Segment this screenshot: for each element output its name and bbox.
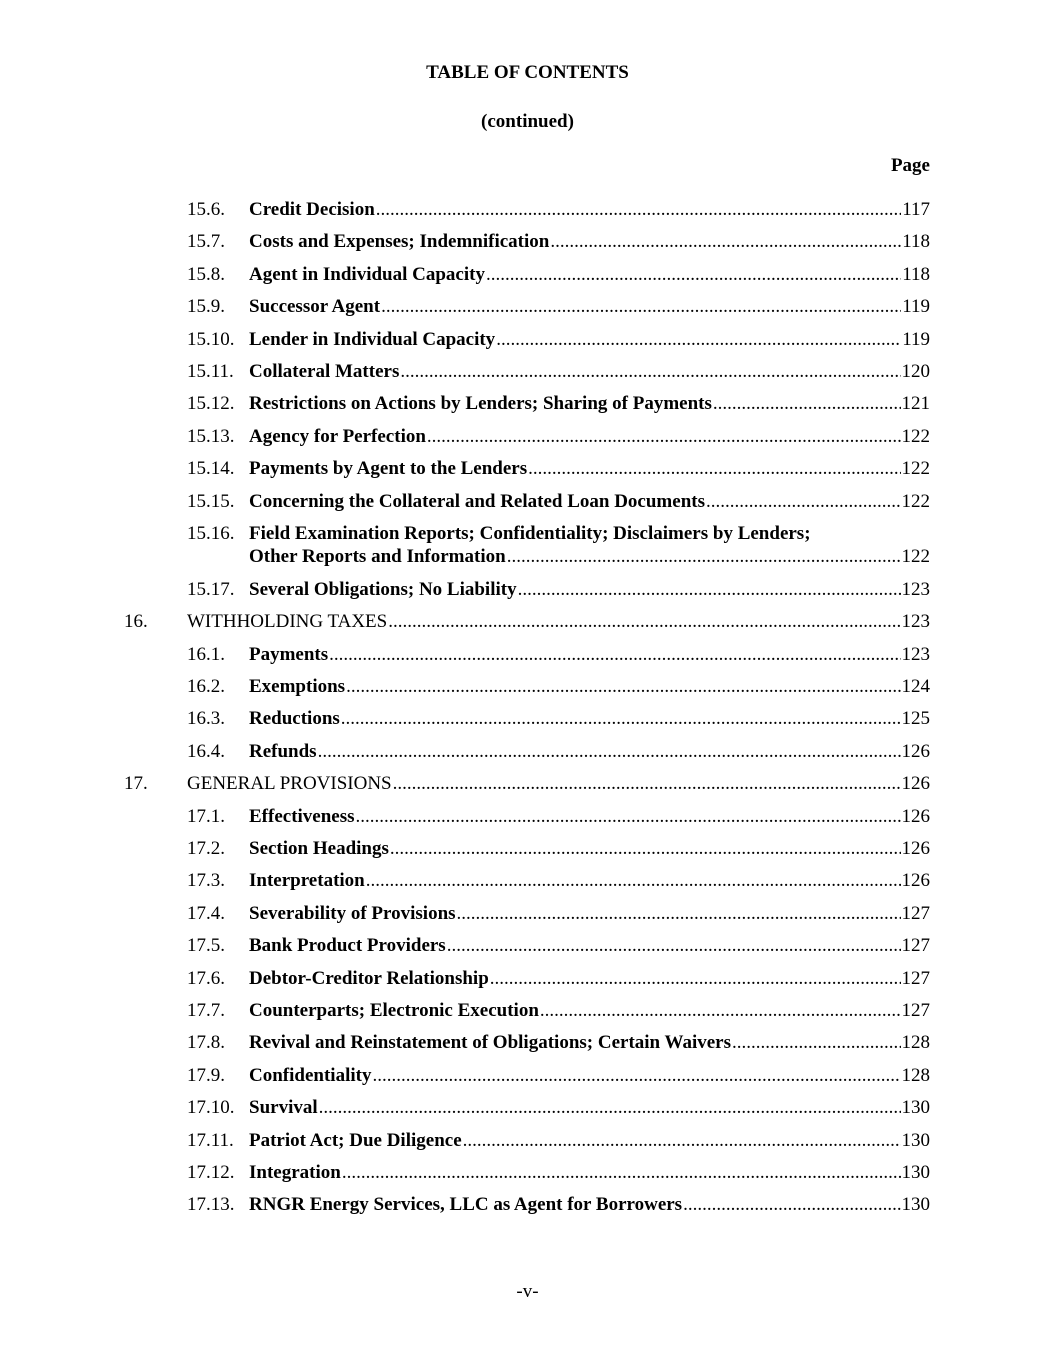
section-number: 17.2. — [187, 838, 225, 860]
section-title: Survival — [249, 1097, 318, 1119]
section-title: Refunds — [249, 740, 317, 762]
section-number: 15.11. — [187, 360, 234, 382]
leader-dots — [507, 545, 901, 569]
toc-entry-15-15[interactable] — [0, 490, 1055, 522]
leader-dots — [518, 578, 901, 602]
page-number: 123 — [901, 643, 930, 665]
article-number: 17. — [124, 773, 148, 795]
page-number: 122 — [901, 490, 930, 512]
section-number: 15.13. — [187, 425, 235, 447]
section-number: 17.8. — [187, 1032, 225, 1054]
section-title: Agent in Individual Capacity — [249, 263, 485, 285]
toc-entry-16-2[interactable] — [0, 675, 1055, 707]
section-title: Effectiveness — [249, 805, 355, 827]
section-title: Debtor-Creditor Relationship — [249, 967, 489, 989]
page-number: 130 — [901, 1194, 930, 1216]
section-title: Section Headings — [249, 838, 389, 860]
page-number: 128 — [901, 1032, 930, 1054]
toc-entry-16-1[interactable] — [0, 643, 1055, 675]
toc-entry-15-13[interactable] — [0, 425, 1055, 457]
page-number: 127 — [901, 999, 930, 1021]
page-number: 128 — [901, 1064, 930, 1086]
page-number: 118 — [902, 263, 930, 285]
toc-entry-15-9[interactable] — [0, 295, 1055, 327]
page-number: 118 — [902, 231, 930, 253]
section-title: Bank Product Providers — [249, 935, 446, 957]
toc-entry-15-6[interactable] — [0, 198, 1055, 230]
toc-entry-17-2[interactable] — [0, 837, 1055, 869]
toc-entry-15-17[interactable] — [0, 578, 1055, 610]
leader-dots — [490, 967, 901, 991]
leader-dots — [400, 360, 900, 384]
page-number: 122 — [901, 545, 930, 567]
section-number: 16.1. — [187, 643, 225, 665]
page-number: 130 — [901, 1161, 930, 1183]
page-number: 121 — [901, 393, 930, 415]
page-number: 122 — [901, 425, 930, 447]
section-title: Revival and Reinstatement of Obligations; Certain Waivers — [249, 1032, 732, 1054]
section-title: Collateral Matters — [249, 360, 400, 382]
section-number: 15.8. — [187, 263, 225, 285]
leader-dots — [342, 1161, 901, 1185]
leader-dots — [713, 392, 901, 416]
page-number: 119 — [902, 296, 930, 318]
toc-entry-17-1[interactable] — [0, 805, 1055, 837]
section-number: 17.6. — [187, 967, 225, 989]
section-number: 17.9. — [187, 1064, 225, 1086]
section-number: 16.2. — [187, 676, 225, 698]
section-number: 15.12. — [187, 393, 235, 415]
toc-entry-15-8[interactable] — [0, 263, 1055, 295]
section-number: 15.14. — [187, 458, 235, 480]
section-title: Concerning the Collateral and Related Loan Documents — [249, 490, 705, 512]
page-number: 126 — [901, 870, 930, 892]
section-number: 16.4. — [187, 740, 225, 762]
page-number: 130 — [901, 1129, 930, 1151]
section-number: 15.9. — [187, 296, 225, 318]
section-title: Reductions — [249, 708, 340, 730]
page-number: 120 — [901, 360, 930, 382]
toc-entry-15-12[interactable] — [0, 392, 1055, 424]
leader-dots — [346, 675, 900, 699]
leader-dots — [706, 490, 901, 514]
leader-dots — [427, 425, 901, 449]
section-number: 15.16. — [187, 522, 235, 544]
page-number: 124 — [901, 676, 930, 698]
toc-entry-17-13[interactable] — [0, 1193, 1055, 1225]
section-number: 17.7. — [187, 999, 225, 1021]
page-number: 126 — [901, 805, 930, 827]
toc-entry-17-11[interactable] — [0, 1129, 1055, 1161]
section-title: Agency for Perfection — [249, 425, 426, 447]
leader-dots — [447, 934, 901, 958]
leader-dots — [393, 772, 901, 796]
section-number: 17.10. — [187, 1097, 235, 1119]
section-title: Patriot Act; Due Diligence — [249, 1129, 462, 1151]
toc-subtitle: (continued) — [481, 111, 574, 132]
toc-entry-15-14[interactable] — [0, 457, 1055, 489]
section-number: 17.5. — [187, 935, 225, 957]
section-number: 15.17. — [187, 578, 235, 600]
toc-entry-16-3[interactable] — [0, 707, 1055, 739]
toc-entry-15-16[interactable] — [0, 522, 1055, 578]
section-number: 17.3. — [187, 870, 225, 892]
section-title: Restrictions on Actions by Lenders; Sharing of Payments — [249, 393, 712, 415]
toc-title: TABLE OF CONTENTS — [426, 62, 629, 83]
page-number: 125 — [901, 708, 930, 730]
section-number: 17.4. — [187, 902, 225, 924]
page-number: 127 — [901, 935, 930, 957]
page-number: 123 — [901, 578, 930, 600]
leader-dots — [683, 1193, 900, 1217]
toc-entry-17-4[interactable] — [0, 902, 1055, 934]
section-title: Costs and Expenses; Indemnification — [249, 231, 550, 253]
toc-entry-17-8[interactable] — [0, 1031, 1055, 1063]
leader-dots — [540, 999, 901, 1023]
leader-dots — [381, 295, 901, 319]
leader-dots — [341, 707, 901, 731]
page-number: 119 — [902, 328, 930, 350]
page-number: 126 — [901, 773, 930, 795]
section-title: Integration — [249, 1161, 341, 1183]
section-title-line1: Field Examination Reports; Confidentiality; Disclaimers by Lenders; — [249, 522, 811, 544]
section-number: 16.3. — [187, 708, 225, 730]
section-title: Lender in Individual Capacity — [249, 328, 496, 350]
section-title: Payments — [249, 643, 329, 665]
page-number: 127 — [901, 967, 930, 989]
leader-dots — [496, 328, 901, 352]
section-title: Successor Agent — [249, 296, 381, 318]
toc-entry-15-7[interactable] — [0, 230, 1055, 262]
article-number: 16. — [124, 611, 148, 633]
section-title: RNGR Energy Services, LLC as Agent for Borrowers — [249, 1194, 683, 1216]
page-number: 130 — [901, 1097, 930, 1119]
section-title: Other Reports and Information — [249, 545, 506, 567]
section-title: Several Obligations; No Liability — [249, 578, 517, 600]
page-number: 122 — [901, 458, 930, 480]
leader-dots — [318, 740, 901, 764]
section-number: 17.1. — [187, 805, 225, 827]
toc-entry-17-3[interactable] — [0, 869, 1055, 901]
section-number: 15.10. — [187, 328, 235, 350]
leader-dots — [376, 198, 901, 222]
article-title: WITHHOLDING TAXES — [187, 611, 388, 633]
page-number: 117 — [902, 199, 930, 220]
section-number: 17.12. — [187, 1161, 235, 1183]
leader-dots — [319, 1096, 901, 1120]
leader-dots — [550, 230, 901, 254]
leader-dots — [486, 263, 901, 287]
toc-entry-17-6[interactable] — [0, 967, 1055, 999]
section-title: Interpretation — [249, 870, 365, 892]
section-title: Severability of Provisions — [249, 902, 456, 924]
section-number: 15.6. — [187, 199, 225, 220]
leader-dots — [528, 457, 900, 481]
toc-entry-17-10[interactable] — [0, 1096, 1055, 1128]
toc-entry-17-9[interactable] — [0, 1064, 1055, 1096]
page-number: 126 — [901, 740, 930, 762]
leader-dots — [463, 1129, 901, 1153]
section-title: Confidentiality — [249, 1064, 372, 1086]
leader-dots — [388, 610, 900, 634]
toc-entry-16-4[interactable] — [0, 740, 1055, 772]
section-number: 17.13. — [187, 1194, 235, 1216]
section-title: Exemptions — [249, 676, 346, 698]
footer-page-number: -v- — [516, 1281, 539, 1302]
section-number: 17.11. — [187, 1129, 234, 1151]
page-number: 126 — [901, 838, 930, 860]
leader-dots — [366, 869, 901, 893]
article-title: GENERAL PROVISIONS — [187, 773, 392, 795]
leader-dots — [457, 902, 901, 926]
section-number: 15.7. — [187, 231, 225, 253]
section-title: Counterparts; Electronic Execution — [249, 999, 539, 1021]
section-title: Payments by Agent to the Lenders — [249, 458, 528, 480]
toc-entry-17-7[interactable] — [0, 999, 1055, 1031]
leader-dots — [390, 837, 901, 861]
toc-list — [0, 198, 1055, 1226]
page-number: 123 — [901, 611, 930, 633]
leader-dots — [329, 643, 900, 667]
leader-dots — [732, 1031, 900, 1055]
page-number: 127 — [901, 902, 930, 924]
section-title: Credit Decision — [249, 199, 375, 220]
toc-entry-17[interactable] — [0, 772, 1055, 804]
toc-entry-15-10[interactable] — [0, 328, 1055, 360]
page-column-label: Page — [890, 155, 930, 176]
toc-entry-17-5[interactable] — [0, 934, 1055, 966]
toc-entry-17-12[interactable] — [0, 1161, 1055, 1193]
toc-entry-15-11[interactable] — [0, 360, 1055, 392]
leader-dots — [356, 805, 901, 829]
toc-entry-16[interactable] — [0, 610, 1055, 642]
leader-dots — [372, 1064, 900, 1088]
section-number: 15.15. — [187, 490, 235, 512]
